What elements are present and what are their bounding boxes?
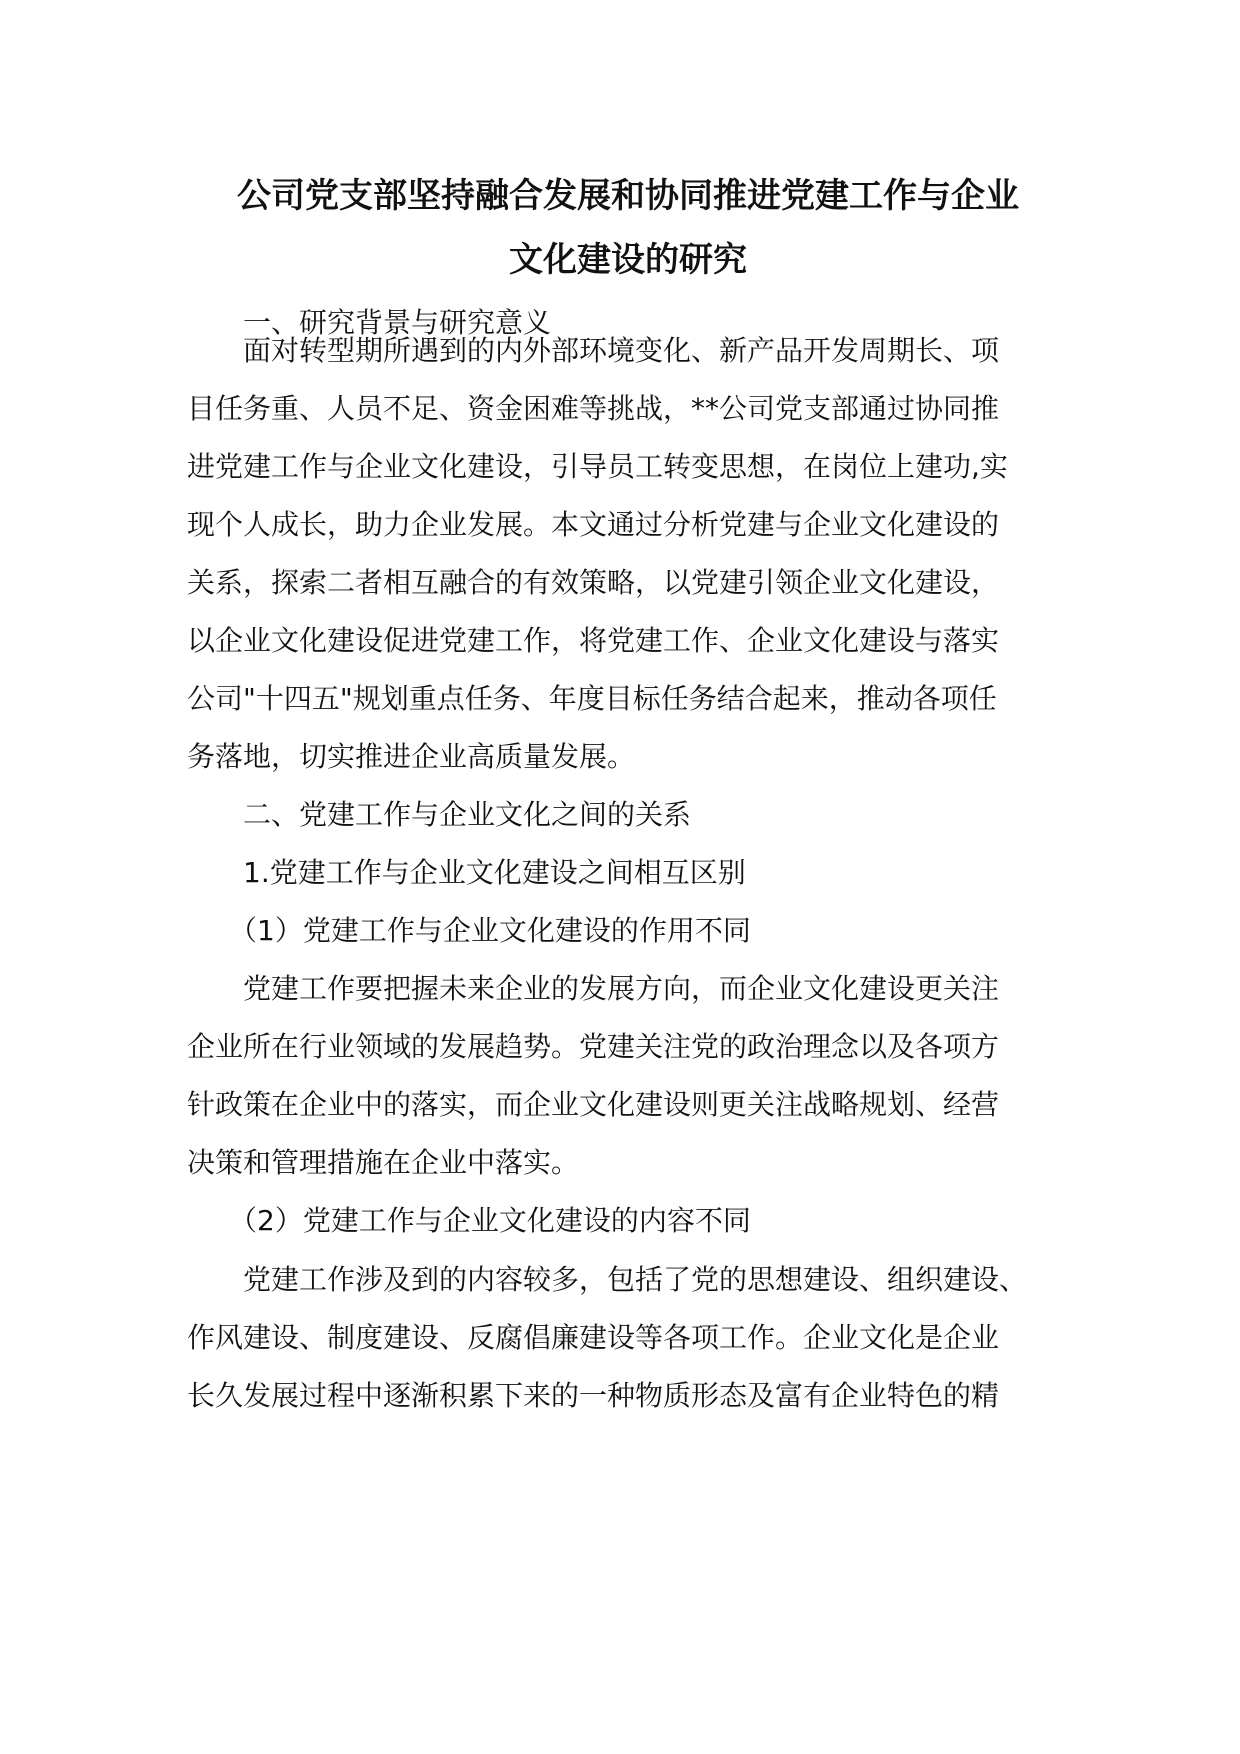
body-line: 以企业文化建设促进党建工作，将党建工作、企业文化建设与落实 <box>187 624 1000 657</box>
body-line: 进党建工作与企业文化建设，引导员工转变思想，在岗位上建功,实 <box>187 450 1008 483</box>
body-line: 面对转型期所遇到的内外部环境变化、新产品开发周期长、项 <box>187 334 1000 367</box>
heading-relationship: 二、党建工作与企业文化之间的关系 <box>187 798 692 831</box>
body-line: 现个人成长，助力企业发展。本文通过分析党建与企业文化建设的 <box>187 508 1000 541</box>
subheading-differences: 1.党建工作与企业文化建设之间相互区别 <box>187 856 746 889</box>
body-line: 党建工作涉及到的内容较多，包括了党的思想建设、组织建设、 <box>187 1263 1028 1296</box>
body-line: 作风建设、制度建设、反腐倡廉建设等各项工作。企业文化是企业 <box>187 1321 1000 1354</box>
document-title-line-1: 公司党支部坚持融合发展和协同推进党建工作与企业 <box>237 176 1019 216</box>
subheading-content-difference: （2）党建工作与企业文化建设的内容不同 <box>187 1204 751 1237</box>
body-line: 公司"十四五"规划重点任务、年度目标任务结合起来，推动各项任 <box>187 682 997 715</box>
body-line: 目任务重、人员不足、资金困难等挑战，**公司党支部通过协同推 <box>187 392 1000 425</box>
body-line: 企业所在行业领域的发展趋势。党建关注党的政治理念以及各项方 <box>187 1030 1000 1063</box>
body-line: 党建工作要把握未来企业的发展方向，而企业文化建设更关注 <box>187 972 1000 1005</box>
body-line: 针政策在企业中的落实，而企业文化建设则更关注战略规划、经营 <box>187 1088 1000 1121</box>
document-title-line-2: 文化建设的研究 <box>509 240 747 280</box>
body-line: 决策和管理措施在企业中落实。 <box>187 1146 580 1179</box>
heading-research-background: 一、研究背景与研究意义 <box>187 306 552 339</box>
body-line: 长久发展过程中逐渐积累下来的一种物质形态及富有企业特色的精 <box>187 1379 1000 1412</box>
body-line: 务落地，切实推进企业高质量发展。 <box>187 740 636 773</box>
subheading-role-difference: （1）党建工作与企业文化建设的作用不同 <box>187 914 751 947</box>
body-line: 关系，探索二者相互融合的有效策略，以党建引领企业文化建设， <box>187 566 1000 599</box>
